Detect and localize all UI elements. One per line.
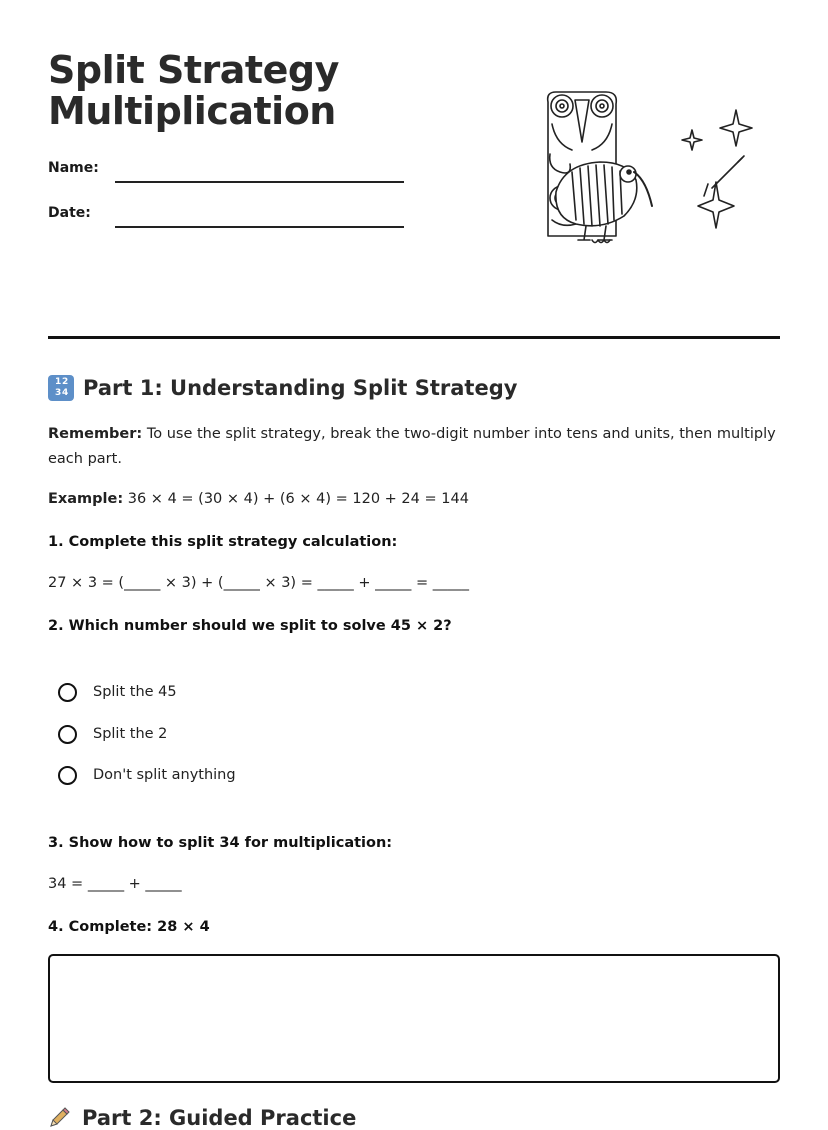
- page-title: [48, 50, 339, 132]
- date-label: Date:: [48, 205, 91, 221]
- option-dont-split[interactable]: [58, 763, 236, 787]
- icon-digit-2: 2: [62, 377, 69, 387]
- example-label: Example:: [48, 491, 124, 507]
- icon-digit-1: 1: [55, 377, 62, 387]
- part1-heading: [48, 372, 517, 404]
- question-1-prompt: 1. Complete this split strategy calculation:: [48, 534, 398, 550]
- question-4-answer-box[interactable]: [48, 954, 780, 1083]
- option-split-45[interactable]: [58, 680, 177, 704]
- section-divider: [48, 336, 780, 339]
- date-line[interactable]: [115, 226, 404, 228]
- option-split-2[interactable]: [58, 722, 167, 746]
- name-label: Name:: [48, 160, 99, 176]
- pencil-icon: [48, 1107, 70, 1129]
- question-4-prompt: 4. Complete: 28 × 4: [48, 919, 210, 935]
- option-label: Don't split anything: [93, 767, 236, 783]
- question-2-prompt: 2. Which number should we split to solve 45 × 2?: [48, 618, 452, 634]
- name-line[interactable]: [115, 181, 404, 183]
- radio-button[interactable]: [58, 725, 77, 744]
- question-1-blanks[interactable]: 27 × 3 = (_____ × 3) + (_____ × 3) = _____ + _____ = _____: [48, 575, 469, 591]
- input-numbers-icon: [48, 375, 74, 401]
- option-label: Split the 45: [93, 684, 177, 700]
- title-line-2: Multiplication: [48, 89, 336, 133]
- icon-digit-4: 4: [62, 388, 69, 398]
- option-label: Split the 2: [93, 726, 168, 742]
- icon-digit-3: 3: [55, 388, 62, 398]
- radio-button[interactable]: [58, 683, 77, 702]
- remember-label: Remember:: [48, 426, 143, 442]
- radio-button[interactable]: [58, 766, 77, 785]
- example-line: [48, 487, 469, 512]
- part1-title: Part 1: Understanding Split Strategy: [83, 376, 518, 400]
- question-3-prompt: 3. Show how to split 34 for multiplication:: [48, 835, 393, 851]
- title-line-1: Split Strategy: [48, 48, 339, 92]
- question-3-blanks[interactable]: 34 = _____ + _____: [48, 876, 182, 892]
- part2-title: Part 2: Guided Practice: [82, 1106, 357, 1130]
- example-text: 36 × 4 = (30 × 4) + (6 × 4) = 120 + 24 = 144: [123, 491, 469, 507]
- kiwi-totem-illustration: [542, 88, 754, 248]
- part2-heading: [48, 1106, 356, 1130]
- remember-text: To use the split strategy, break the two-digit number into tens and units, then multiply each part.: [48, 426, 776, 467]
- remember-note: [48, 422, 780, 472]
